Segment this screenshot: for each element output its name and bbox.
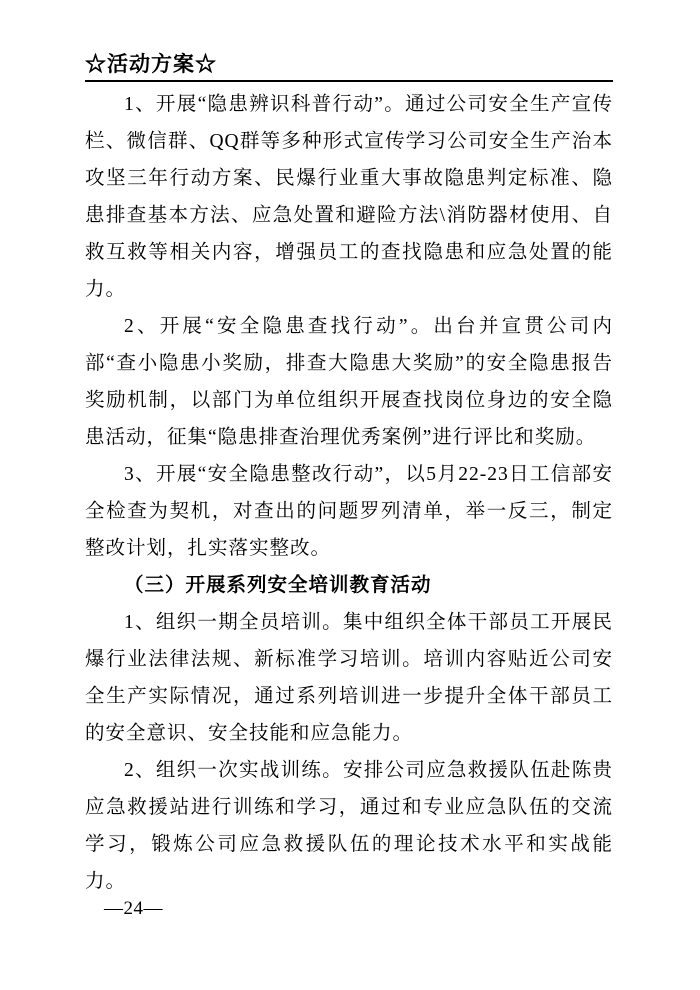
document-body <box>85 86 613 900</box>
paragraph-practical-drill: 2、组织一次实战训练。安排公司应急救援队伍赴陈贵应急救援站进行训练和学习，通过和专业应急队伍的交流学习，锻炼公司应急救援队伍的理论技术水平和实战能力。 <box>85 760 613 892</box>
page-number: —24— <box>104 898 163 919</box>
paragraph-hidden-danger-rectify-action: 3、开展“安全隐患整改行动”，以5月22-23日工信部安全检查为契机，对查出的问题罗列清单，举一反三，制定整改计划，扎实落实整改。 <box>85 464 613 559</box>
section-heading-safety-training: （三）开展系列安全培训教育活动 <box>124 575 432 596</box>
header-divider <box>85 80 613 82</box>
page-title: ☆活动方案☆ <box>85 53 217 76</box>
paragraph-all-staff-training: 1、组织一期全员培训。集中组织全体干部员工开展民爆行业法律法规、新标准学习培训。培训内容贴近公司安全生产实际情况，通过系列培训进一步提升全体干部员工的安全意识、安全技能和应急能力。 <box>85 612 613 744</box>
document-header <box>85 53 613 82</box>
paragraph-hidden-danger-search-action: 2、开展“安全隐患查找行动”。出台并宣贯公司内部“查小隐患小奖励，排查大隐患大奖励”的安全隐患报告奖励机制，以部门为单位组织开展查找岗位身边的安全隐患活动，征集“隐患排查治理优秀案例”进行评比和奖励。 <box>85 316 613 448</box>
paragraph-hidden-danger-science-action: 1、开展“隐患辨识科普行动”。通过公司安全生产宣传栏、微信群、QQ群等多种形式宣传学习公司安全生产治本攻坚三年行动方案、民爆行业重大事故隐患判定标准、隐患排查基本方法、应急处置和避险方法\消防器材使用、自救互救等相关内容，增强员工的查找隐患和应急处置的能力。 <box>85 94 613 300</box>
